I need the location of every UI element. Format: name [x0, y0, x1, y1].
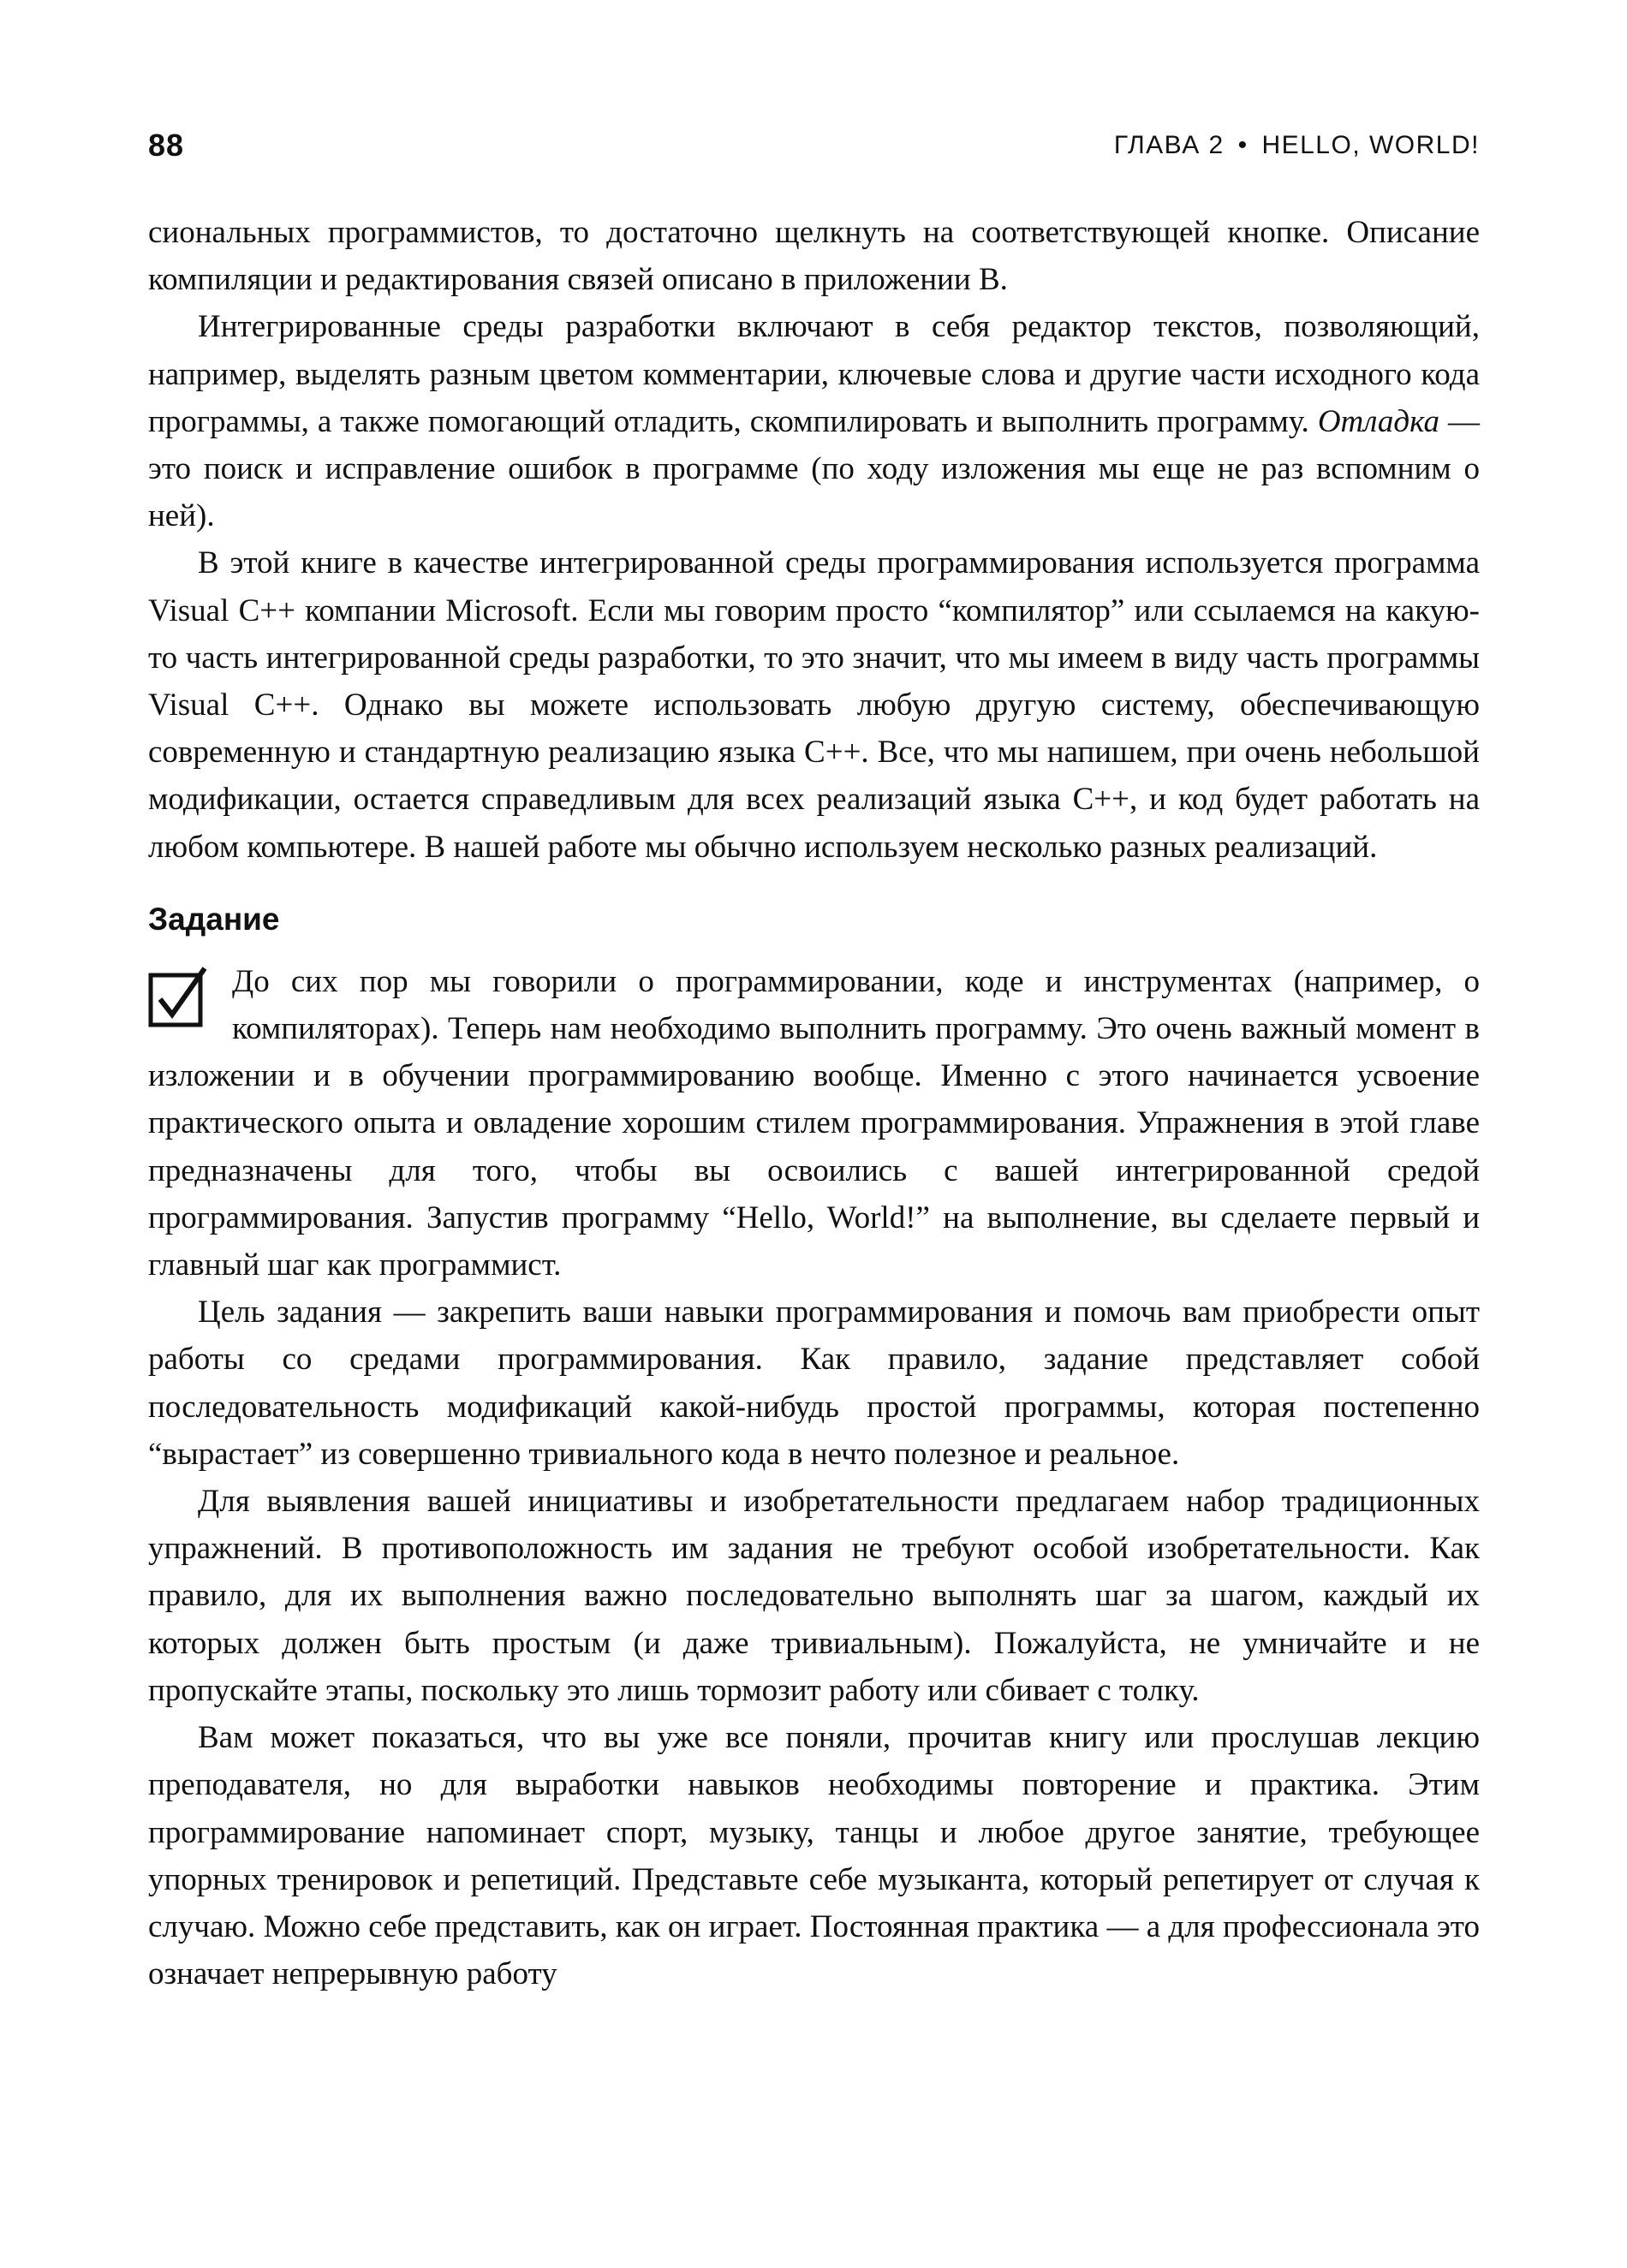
term-debugging: Отладка	[1317, 403, 1439, 439]
paragraph-task-intro	[148, 958, 1480, 1289]
paragraph-ide-text-end: — это поиск и исправление ошибок в программе (по ходу изложения мы еще не раз вспомним о ней).	[148, 403, 1480, 534]
body-text	[148, 209, 1480, 1997]
paragraph-task-practice: Вам может показаться, что вы уже все поняли, прочитав книгу или прослушав лекцию преподавателя, но для выработки навыков необходимы повторение и практика. Этим программирование напоминает спорт, музыку, танцы и любое другое занятие, требующее упорных тренировок и репетиций. Представьте себе музыканта, который репетирует от случая к случаю. Можно себе представить, как он играет. Постоянная практика — а для профессионала это означает непрерывную работу	[148, 1720, 1480, 1992]
paragraph-task-intro-text: До сих пор мы говорили о программировании, коде и инструментах (например, о компиляторах). Теперь нам необходимо выполнить программу. Это очень важный момент в изложении и в обучении программированию вообще. Именно с этого начинается усвоение практического опыта и овладение хорошим стилем программирования. Упражнения в этой главе предназначены для того, чтобы вы освоились с вашей интегрированной средой программирования. Запустив программу “Hello, World!” на выполнение, вы сделаете первый и главный шаг как программист.	[148, 963, 1480, 1283]
chapter-title	[1114, 128, 1480, 163]
paragraph-ide-text: Интегрированные среды разработки включают в себя редактор текстов, позволяющий, например, выделять разным цветом комментарии, ключевые слова и другие части исходного кода программы, а также помогающий отладить, скомпилировать и выполнить программу.	[148, 309, 1480, 439]
header-bullet: •	[1237, 131, 1249, 159]
running-header	[148, 128, 1480, 163]
paragraph-continuation: сиональных программистов, то достаточно щелкнуть на соответствующей кнопке. Описание компиляции и редактирования связей описано в приложении В.	[148, 215, 1480, 298]
chapter-name: HELLO, WORLD!	[1261, 131, 1480, 159]
page-number: 88	[148, 128, 185, 163]
paragraph-visual-cpp: В этой книге в качестве интегрированной среды программирования используется программа Visual C++ компании Microsoft. Если мы говорим просто “компилятор” или ссылаемся на какую-то часть интегрированной среды разработки, то это значит, что мы имеем в виду часть программы Visual C++. Однако вы можете использовать любую другую систему, обеспечивающую современную и стандартную реализацию языка C++. Все, что мы напишем, при очень небольшой модификации, остается справедливым для всех реализаций языка C++, и код будет работать на любом компьютере. В нашей работе мы обычно используем несколько разных реализаций.	[148, 545, 1480, 865]
checkbox-checked-icon	[148, 965, 213, 1030]
book-page	[148, 0, 1480, 2268]
paragraph-ide	[148, 303, 1480, 539]
chapter-label: ГЛАВА 2	[1113, 131, 1225, 159]
paragraph-task-goal: Цель задания — закрепить ваши навыки программирования и помочь вам приобрести опыт работы со средами программирования. Как правило, задание представляет собой последовательность модификаций какой-нибудь простой программы, которая постепенно “вырастает” из совершенно тривиального кода в нечто полезное и реальное.	[148, 1295, 1480, 1472]
section-heading-task: Задание	[148, 901, 280, 937]
paragraph-task-exercises: Для выявления вашей инициативы и изобретательности предлагаем набор традиционных упражнений. В противоположность им задания не требуют особой изобретательности. Как правило, для их выполнения важно последовательно выполнять шаг за шагом, каждый их которых должен быть простым (и даже тривиальным). Пожалуйста, не умничайте и не пропускайте этапы, поскольку это лишь тормозит работу или сбивает с толку.	[148, 1484, 1480, 1708]
